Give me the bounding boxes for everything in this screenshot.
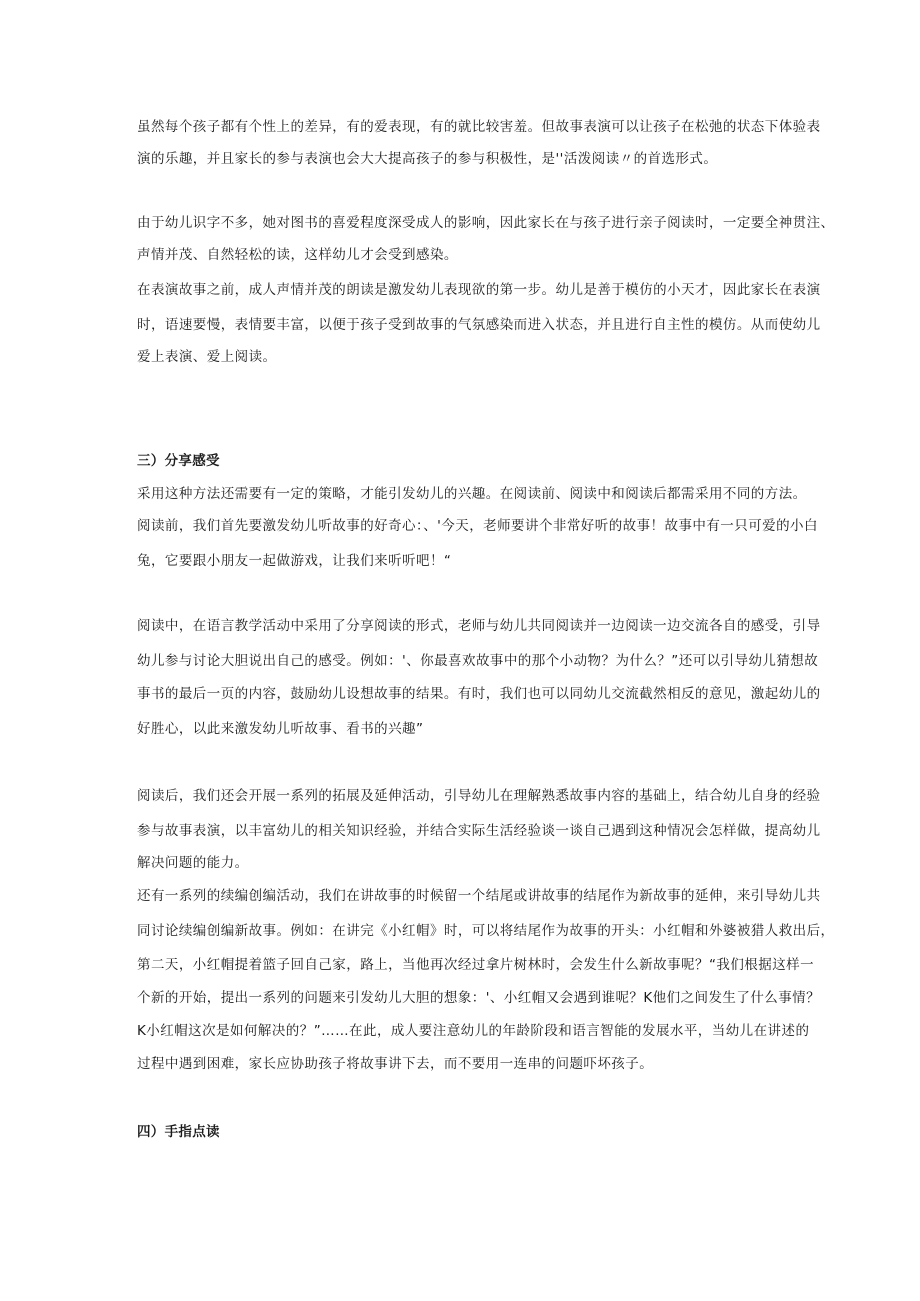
paragraph-3-line-1: 采用这种方法还需要有一定的策略，才能引发幼儿的兴趣。在阅读前、阅读中和阅读后都需采用不同的方法。 xyxy=(137,486,807,502)
section-heading-share-feelings: 三）分享感受 xyxy=(137,453,220,469)
paragraph-5-line-1: 阅读后，我们还会开展一系列的拓展及延伸活动，引导幼儿在理解熟悉故事内容的基础上，结合幼儿自身的经验 xyxy=(137,788,821,804)
paragraph-2-line-1: 由于幼儿识字不多，她对图书的喜爱程度深受成人的影响，因此家长在与孩子进行亲子阅读时，一定要全神贯注、 xyxy=(137,215,835,231)
section-heading-finger-reading: 四）手指点读 xyxy=(137,1124,220,1140)
paragraph-4-line-2: 幼儿参与讨论大胆说出自己的感受。例如：'、你最喜欢故事中的那个小动物？为什么？”还可以引导幼儿猜想故 xyxy=(137,653,819,669)
paragraph-5-line-7: 个新的开始，提出一系列的问题来引发幼儿大胆的想象：'、小红帽又会遇到谁呢？K他们之间发生了什么事情？ xyxy=(137,990,821,1006)
paragraph-5-line-8: K小红帽这次是如何解决的？”……在此，成人要注意幼儿的年龄阶段和语言智能的发展水平，当幼儿在讲述的 xyxy=(137,1023,810,1039)
paragraph-5-line-4: 还有一系列的续编创编活动，我们在讲故事的时候留一个结尾或讲故事的结尾作为新故事的延伸，来引导幼儿共 xyxy=(137,888,821,904)
paragraph-3-line-3: 兔，它要跟小朋友一起做游戏，让我们来听听吧！“ xyxy=(137,553,452,569)
paragraph-1-line-1: 虽然每个孩子都有个性上的差异，有的爱表现，有的就比较害羞。但故事表演可以让孩子在松弛的状态下体验表 xyxy=(137,119,821,135)
paragraph-4-line-4: 好胜心，以此来激发幼儿听故事、看书的兴趣” xyxy=(137,721,424,737)
paragraph-5-line-6: 第二天，小红帽提着篮子回自己家，路上，当他再次经过拿片树林时，会发生什么新故事呢？“我们根据这样一 xyxy=(137,957,815,973)
paragraph-2-line-3: 在表演故事之前，成人声情并茂的朗读是激发幼儿表现欲的第一步。幼儿是善于模仿的小天才，因此家长在表演 xyxy=(137,282,821,298)
paragraph-2-line-4: 时，语速要慢，表情要丰富，以便于孩子受到故事的气氛感染而进入状态，并且进行自主性的模仿。从而使幼儿 xyxy=(137,317,821,333)
paragraph-4-line-1: 阅读中，在语言教学活动中采用了分享阅读的形式，老师与幼儿共同阅读并一边阅读一边交流各自的感受，引导 xyxy=(137,618,821,634)
paragraph-5-line-9: 过程中遇到困难，家长应协助孩子将故事讲下去，而不要用一连串的问题吓坏孩子。 xyxy=(137,1056,654,1072)
paragraph-5-line-2: 参与故事表演，以丰富幼儿的相关知识经验，并结合实际生活经验谈一谈自己遇到这种情况会怎样做，提高幼儿 xyxy=(137,823,821,839)
paragraph-4-line-3: 事书的最后一页的内容，鼓励幼儿设想故事的结果。有时，我们也可以同幼儿交流截然相反的意见，激起幼儿的 xyxy=(137,686,821,702)
paragraph-5-line-5: 同讨论续编创编新故事。例如：在讲完《小红帽》时，可以将结尾作为故事的开头：小红帽和外婆被猎人救出后， xyxy=(137,923,835,939)
paragraph-3-line-2: 阅读前，我们首先要激发幼儿听故事的好奇心：、'今天，老师要讲个非常好听的故事！故事中有一只可爱的小白 xyxy=(137,518,818,534)
paragraph-2-line-2: 声情并茂、自然轻松的读，这样幼儿才会受到感染。 xyxy=(137,247,458,263)
paragraph-5-line-3: 解决问题的能力。 xyxy=(137,855,249,871)
paragraph-1-line-2: 演的乐趣，并且家长的参与表演也会大大提高孩子的参与积极性，是''活泼阅读〃的首选形式。 xyxy=(137,151,718,167)
paragraph-2-line-5: 爱上表演、爱上阅读。 xyxy=(137,349,277,365)
